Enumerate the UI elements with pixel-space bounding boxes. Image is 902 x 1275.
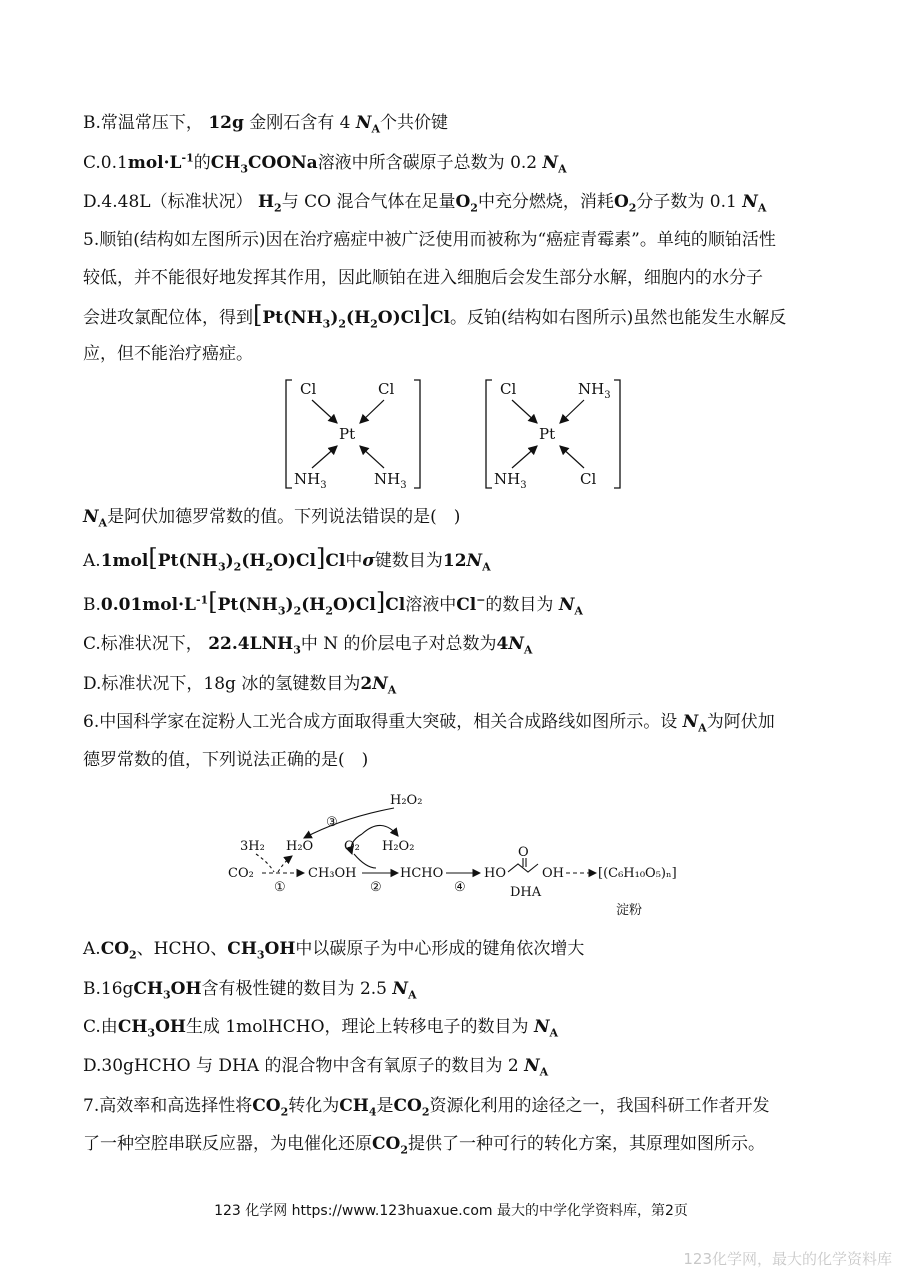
- q6-text-1: 6.中国科学家在淀粉人工光合成方面取得重大突破，相关合成路线如图所示。设 $N_A$为阿伏加: [83, 712, 775, 735]
- q5-text-3: 会进攻氯配位体，得到$[Pt(NH_3)_2(H_2O)Cl]Cl$。反铂(结构如右图所示)虽然也能发生水解反: [83, 301, 787, 331]
- q5-option-d: D.标准状况下，18g 冰的氢键数目为$2N_A$: [83, 674, 397, 697]
- step-1: ①: [274, 880, 286, 895]
- label-h2o2: H₂O₂: [382, 839, 415, 854]
- label-h2o2-top: H₂O₂: [390, 793, 423, 808]
- starch-synthesis-diagram: [222, 790, 692, 925]
- label-o2: O₂: [344, 839, 360, 854]
- q6-option-c: C.由$CH_3OH$生成 1molHCHO，理论上转移电子的数目为 $N_A$: [83, 1017, 559, 1040]
- q4-option-b: B.常温常压下， 12g 金刚石含有 4 $N_A$个共价键: [83, 113, 448, 136]
- q6-option-a: $A.CO_2$、HCHO、$CH_3OH$中以碳原子为中心形成的键角依次增大: [83, 939, 585, 962]
- cis-nh3-left: $NH_3$: [294, 470, 327, 491]
- page-footer: 123 化学网 https://www.123huaxue.com 最大的中学化学资料库，第2页: [214, 1203, 688, 1219]
- step-3: ③: [326, 815, 338, 830]
- step-2: ②: [370, 880, 382, 895]
- q5-question: $N_A$是阿伏加德罗常数的值。下列说法错误的是( ): [83, 507, 461, 530]
- trans-cl-right: Cl: [580, 470, 597, 488]
- label-h2o: H₂O: [286, 839, 314, 854]
- label-ch3oh: CH₃OH: [308, 866, 357, 881]
- pt-complex-formula: $[Pt(NH_3)_2(H_2O)Cl]Cl$: [253, 301, 451, 331]
- q4-option-c: $C.0.1mol\cdot L^{-1}$的$CH_3COONa$溶液中所含碳原子总数为 0.2 $N_A$: [83, 151, 567, 176]
- q5-option-c: C.标准状况下， $22.4LNH_3$中 N 的价层电子对总数为$4N_A$: [83, 634, 533, 657]
- cis-cl-right: Cl: [378, 380, 395, 398]
- q5-option-b: $B.0.01mol\cdot L^{-1}[Pt(NH_3)_2(H_2O)Cl]Cl$溶液中Cl−的数目为 $N_A$: [83, 588, 583, 618]
- trans-cl-left: Cl: [500, 380, 517, 398]
- cis-nh3-right: $NH_3$: [374, 470, 407, 491]
- label-dha: DHA: [510, 885, 542, 900]
- q5-text-4: 应，但不能治疗癌症。: [83, 344, 253, 364]
- label-o: O: [518, 845, 529, 860]
- q7-text-2: 了一种空腔串联反应器，为电催化还原$CO_2$提供了一种可行的转化方案，其原理如图所示。: [83, 1134, 765, 1157]
- cis-cl-left: Cl: [300, 380, 317, 398]
- q6-option-d: D.30gHCHO 与 DHA 的混合物中含有氧原子的数目为 2 $N_A$: [83, 1056, 549, 1079]
- q5-text-2: 较低，并不能很好地发挥其作用，因此顺铂在进入细胞后会发生部分水解，细胞内的水分子: [83, 268, 763, 288]
- q5-text-1: 5.顺铂(结构如左图所示)因在治疗癌症中被广泛使用而被称为“癌症青霉素”。单纯的顺铂活性: [83, 230, 776, 250]
- label-oh: OH: [542, 866, 564, 881]
- q5-option-a: $A.1mol[Pt(NH_3)_2(H_2O)Cl]Cl$中σ键数目为$12N_A$: [83, 544, 491, 574]
- q6-option-b: B.16gCH$_3$OH含有极性键的数目为 2.5 $N_A$: [83, 979, 417, 1002]
- q7-text-1: 7.高效率和高选择性将$CO_2$转化为$CH_4$是$CO_2$资源化利用的途径之一，我国科研工作者开发: [83, 1096, 770, 1119]
- label-hcho: HCHO: [400, 866, 444, 881]
- trans-nh3-right: $NH_3$: [578, 380, 611, 401]
- trans-nh3-left: $NH_3$: [494, 470, 527, 491]
- label-ho: HO: [484, 866, 506, 881]
- platinum-structures: [282, 376, 622, 492]
- cis-pt: Pt: [339, 425, 356, 443]
- q6-text-2: 德罗常数的值，下列说法正确的是( ): [83, 750, 369, 770]
- label-starch-formula: [(C₆H₁₀O₅)ₙ]: [598, 866, 677, 881]
- label-starch: 淀粉: [616, 903, 643, 918]
- step-4: ④: [454, 880, 466, 895]
- trans-pt: Pt: [539, 425, 556, 443]
- label-3h2: 3H₂: [240, 839, 265, 854]
- q4-option-d: D.4.48L（标准状况） $H_2$与 CO 混合气体在足量$O_2$中充分燃烧，消耗$O_2$分子数为 0.1 $N_A$: [83, 192, 767, 215]
- label-co2: CO₂: [228, 866, 254, 881]
- watermark: 123化学网，最大的化学资料库: [683, 1250, 892, 1268]
